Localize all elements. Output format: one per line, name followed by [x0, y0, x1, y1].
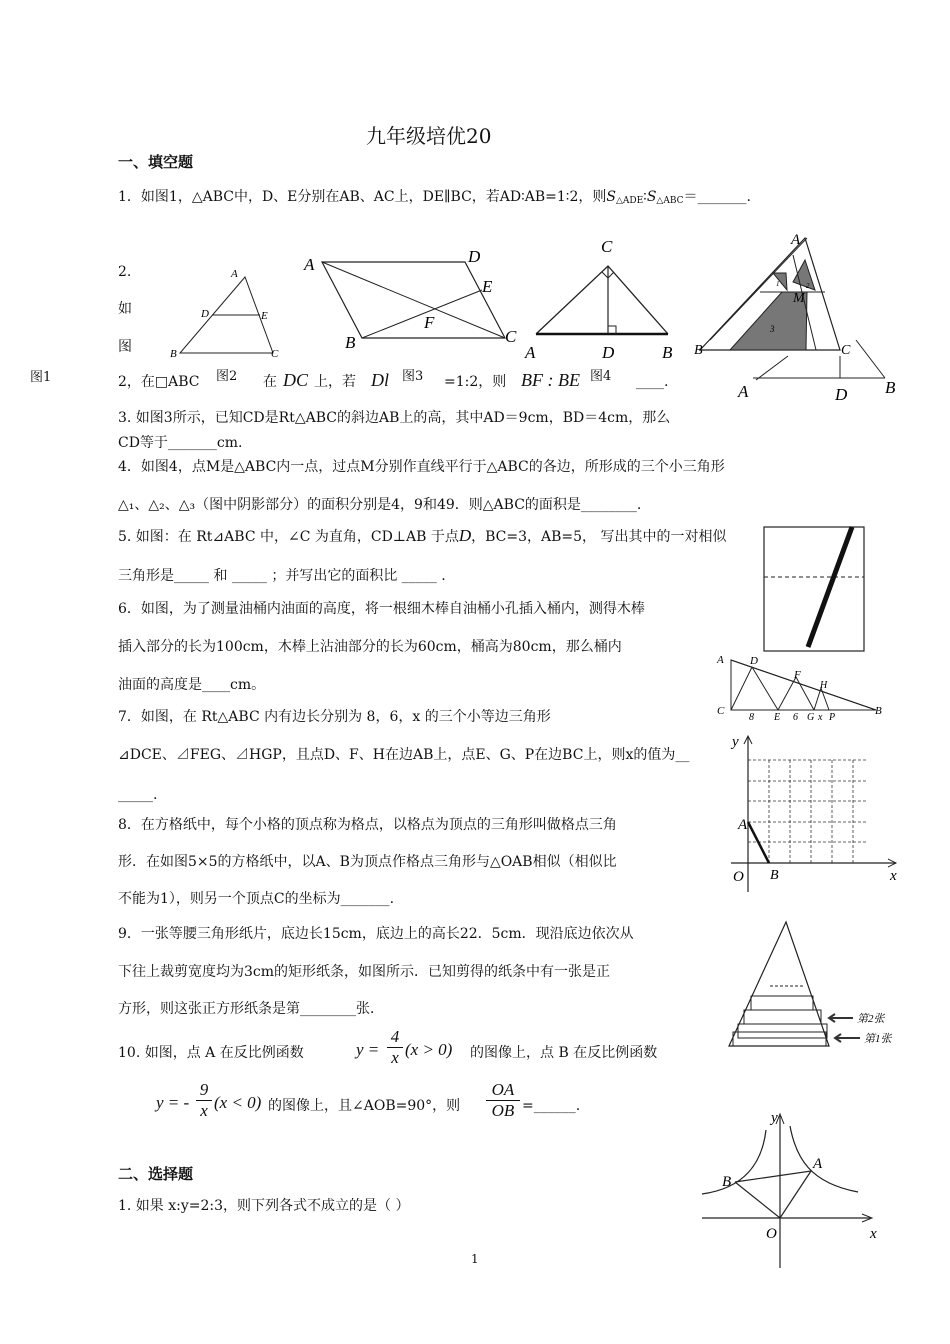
fig7-label-h: H: [820, 680, 828, 691]
section-heading-fill-in: 一、填空题: [118, 153, 194, 171]
question-4-line-1: 4．如图4，点M是△ABC内一点，过点M分别作直线平行于△ABC的各边，所形成的三个小三角形: [118, 459, 725, 475]
question-9-line-3: 方形，则这张正方形纸条是第________张．: [118, 1001, 384, 1017]
fig4-label-d: D: [835, 385, 848, 404]
question-10-text-a: 10. 如图，点 A 在反比例函数: [118, 1045, 304, 1061]
question-6-line-1: 6．如图，为了测量油桶内油面的高度，将一根细木棒自油桶小孔插入桶内，测得木棒: [118, 601, 645, 617]
question-2-text-b: 在: [263, 374, 277, 390]
figure-label-1: 图1: [30, 370, 52, 385]
question-2-text-c: 上，若: [314, 374, 356, 390]
fig8-label-o: O: [733, 869, 744, 885]
question-1: 1．如图1，△ABC中，D、E分别在AB、AC上，DE∥BC，若AD∶AB=1∶2，则$S_{\triangle ADE}∶S_{\triangle ABC}=\_\_\_\_\_\_\_$.: [118, 189, 751, 206]
fig2-label-d: D: [468, 247, 481, 266]
fig3-label-c: C: [601, 237, 613, 256]
q10-ratio-numerator: OA: [491, 1080, 515, 1099]
q10-func1-y: y =: [356, 1040, 380, 1059]
q10-func1-denominator: x: [387, 1047, 403, 1068]
fig4-label-b-bottom: B: [885, 378, 896, 397]
figure-10-inverse-functions: [700, 1108, 890, 1273]
choice-question-1: 1. 如果 x:y=2:3，则下列各式不成立的是（ ）: [118, 1198, 410, 1214]
question-6-line-3: 油面的高度是____cm。: [118, 677, 266, 693]
fig7-length-8: 8: [749, 712, 754, 723]
fig9-label-strip-1: 第1张: [864, 1033, 892, 1045]
fig7-label-g: G: [807, 712, 815, 723]
figure-9-cut-strips: [725, 918, 925, 1058]
question-2-char-tu: 图: [118, 339, 132, 355]
figure-7-equilateral-triangles: [714, 652, 889, 724]
fig4-label-m: M: [793, 291, 805, 306]
q10-func2-denominator: x: [196, 1100, 212, 1121]
fig10-label-b: B: [722, 1174, 732, 1190]
fig1-label-a: A: [231, 268, 238, 280]
fig3-label-a: A: [525, 343, 536, 362]
fig7-label-e: E: [774, 712, 781, 723]
q10-func1-domain: (x > 0): [405, 1040, 453, 1059]
question-8-line-3: 不能为1），则另一个顶点C的坐标为_______.: [118, 891, 395, 907]
question-9-line-1: 9．一张等腰三角形纸片，底边长15cm，底边上的高长22．5cm．现沿底边依次从: [118, 926, 634, 942]
fig10-label-a: A: [813, 1156, 823, 1172]
fig4-label-a-top: A: [791, 232, 801, 248]
figure-label-4: 图4: [590, 369, 612, 384]
fig7-label-d: D: [750, 655, 758, 667]
question-2-ratio: =1:2，则: [444, 374, 507, 390]
section-heading-choice: 二、选择题: [118, 1165, 194, 1183]
question-3-line-1: 3. 如图3所示，已知CD是Rt△ABC的斜边AB上的高，其中AD＝9cm，BD＝4cm，那么: [118, 410, 671, 426]
fig4-label-a-bottom: A: [738, 382, 749, 401]
fig4-label-b-top: B: [694, 343, 703, 358]
question-2-number: 2.: [118, 264, 132, 280]
question-8-line-1: 8．在方格纸中，每个小格的顶点称为格点，以格点为顶点的三角形叫做格点三角: [118, 817, 617, 833]
figure-2-parallelogram: [300, 247, 530, 355]
fig8-label-x: x: [890, 868, 897, 884]
figure-1-triangle: [165, 265, 285, 365]
q10-func2-domain: (x < 0): [214, 1093, 262, 1112]
question-7-line-1: 7．如图，在 Rt△ABC 内有边长分别为 8，6，x 的三个小等边三角形: [118, 709, 551, 725]
fig7-label-p: P: [829, 712, 836, 723]
figure-3-right-triangle: [520, 232, 695, 362]
fig10-label-o: O: [766, 1226, 777, 1242]
fig7-label-b: B: [875, 705, 882, 717]
fig2-label-c: C: [505, 327, 517, 346]
figure-6-oil-barrel: [762, 525, 872, 655]
question-2-char-ru: 如: [118, 301, 132, 317]
fig10-label-x: x: [870, 1226, 877, 1242]
fig3-label-d: D: [602, 343, 615, 362]
fig1-label-e: E: [261, 310, 268, 322]
fig2-label-b: B: [345, 333, 356, 352]
question-5-line-1: 5. 如图：在 Rt⊿ABC 中，∠C 为直角，CD⊥AB 于点D，BC=3，AB=5， 写出其中的一对相似: [118, 526, 727, 545]
question-10-text-c: 的图像上，且∠AOB=90°，则: [268, 1098, 461, 1114]
q10-ratio-fraction: [486, 1080, 520, 1121]
question-4-line-2: △₁、△₂、△₃（图中阴影部分）的面积分别是4，9和49．则△ABC的面积是________.: [118, 497, 642, 513]
fig9-label-strip-2: 第2张: [857, 1013, 885, 1025]
fig4-area-2: 2: [806, 282, 810, 290]
fig2-label-a: A: [304, 255, 315, 274]
fig2-label-e: E: [482, 277, 493, 296]
figure-label-3: 图3: [402, 369, 424, 384]
question-9-line-2: 下往上裁剪宽度均为3cm的矩形纸条，如图所示．已知剪得的纸条中有一张是正: [118, 964, 611, 980]
fig8-label-y: y: [732, 734, 739, 750]
fig4-area-3: 3: [770, 324, 775, 334]
question-10-tail: =______.: [522, 1098, 581, 1114]
fig7-label-a: A: [717, 654, 724, 666]
fig3-label-b: B: [662, 343, 673, 362]
q10-func2-y: y = -: [156, 1093, 190, 1112]
figure-4-triangle-with-shaded: [690, 230, 910, 410]
q10-func1-numerator: 4: [390, 1027, 400, 1046]
fig4-area-1: 1: [776, 280, 780, 288]
fig1-label-c: C: [271, 348, 279, 360]
fig1-label-b: B: [170, 348, 177, 360]
question-6-line-2: 插入部分的长为100cm，木棒上沾油部分的长为60cm，桶高为80cm，那么桶内: [118, 639, 622, 655]
question-2-dc: DC: [283, 370, 309, 390]
question-5-line-2: 三角形是_____ 和 _____ ；并写出它的面积比 _____ .: [118, 568, 446, 584]
fig7-label-c: C: [717, 705, 725, 717]
q10-func2-fraction: [196, 1080, 212, 1121]
page-title: 九年级培优20: [366, 124, 492, 148]
q10-func2-numerator: 9: [199, 1080, 209, 1099]
question-10-text-b: 的图像上，点 B 在反比例函数: [470, 1045, 658, 1061]
fig8-label-b: B: [770, 868, 779, 883]
page-number: 1: [471, 1252, 479, 1266]
fig7-length-x: x: [818, 712, 823, 723]
q10-func1-fraction: [387, 1027, 403, 1068]
q10-ratio-denominator: OB: [486, 1100, 520, 1121]
fig7-length-6: 6: [793, 712, 798, 723]
fig8-label-a: A: [738, 817, 748, 833]
fig7-label-f: F: [794, 669, 801, 681]
fig1-label-d: D: [201, 308, 209, 320]
figure-8-grid: [726, 732, 906, 892]
figure-label-2: 图2: [216, 369, 238, 384]
question-7-line-3: _____.: [118, 787, 158, 803]
question-2-bf: BF : BE: [521, 371, 580, 389]
question-7-line-2: ⊿DCE、⊿FEG、⊿HGP，且点D、F、H在边AB上，点E、G、P在边BC上，则x的值为__: [118, 747, 690, 763]
fig4-label-c: C: [841, 343, 851, 358]
question-2-dl: Dl: [371, 370, 389, 390]
question-2-text-a: 2，在□ABC: [118, 374, 200, 390]
question-8-line-2: 形．在如图5×5的方格纸中，以A、B为顶点作格点三角形与△OAB相似（相似比: [118, 854, 617, 870]
fig10-label-y: y: [771, 1110, 778, 1126]
fig2-label-f: F: [424, 313, 435, 332]
question-3-line-2: CD等于_______cm.: [118, 435, 243, 451]
question-2-blank: ____.: [636, 374, 669, 390]
